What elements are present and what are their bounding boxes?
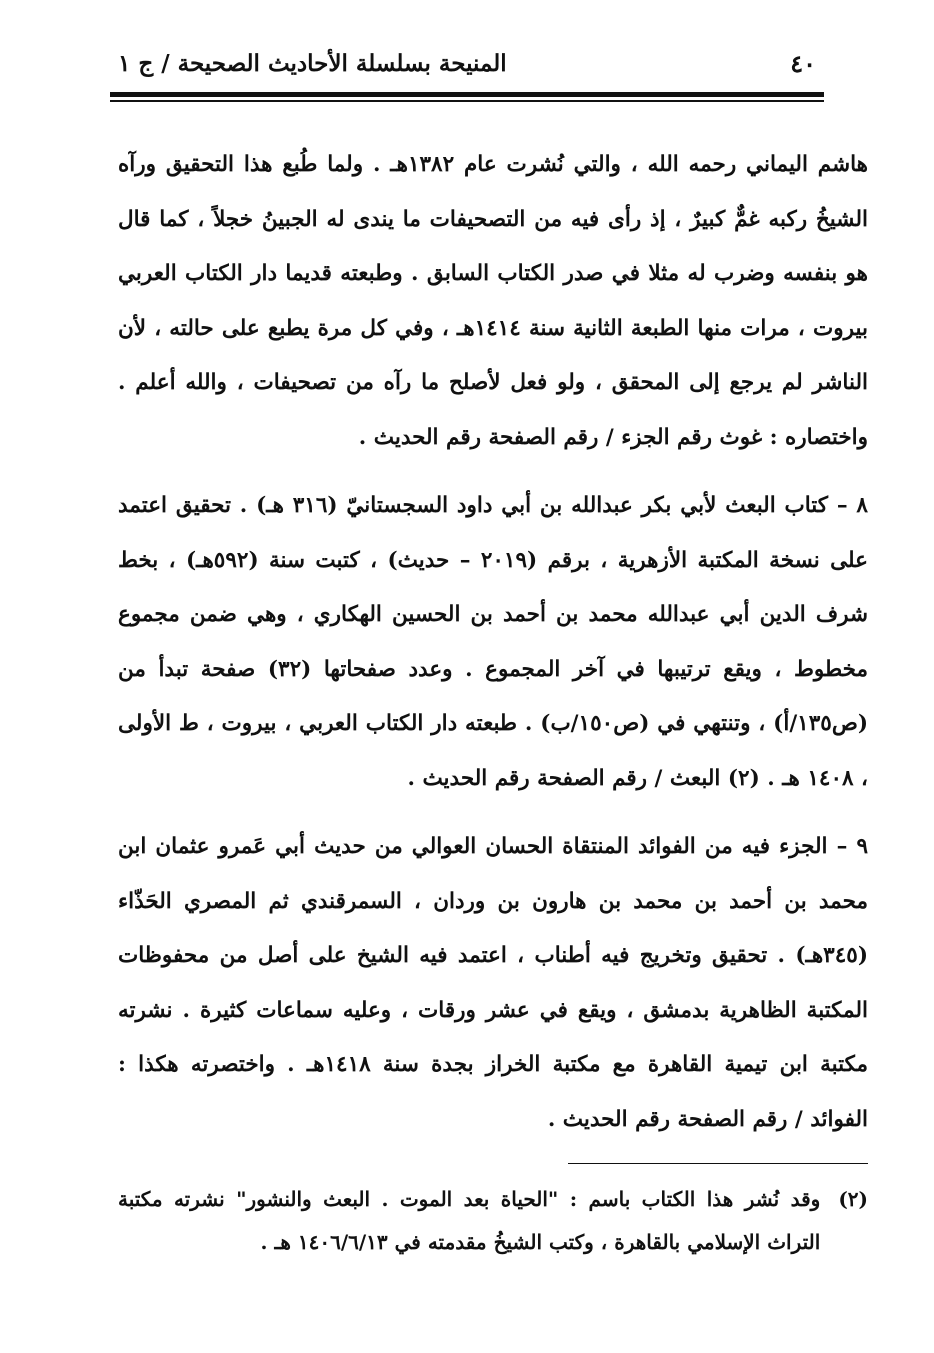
header-rule-thin [110, 100, 824, 102]
footnote-text: وقد نُشر هذا الكتاب باسم : "الحياة بعد الموت . البعث والنشور" نشرته مكتبة التراث الإسلامي بالقاهرة ، وكتب الشيخُ مقدمته في ١٤٠٦/٦/١٣ هـ . [118, 1187, 821, 1254]
footnote [118, 1178, 868, 1264]
page-number: ٤٠ [790, 48, 816, 78]
running-title: المنيحة بسلسلة الأحاديث الصحيحة / ج ١ [118, 49, 507, 77]
page-body [118, 138, 868, 1161]
footnote-separator [568, 1163, 868, 1164]
footnote-marker: (٢) [838, 1187, 868, 1211]
header-rule-thick [110, 92, 824, 97]
body-paragraph: هاشم اليماني رحمه الله ، والتي نُشرت عام ١٣٨٢هـ . ولما طُبع هذا التحقيق ورآه الشيخُ ركبه غمٌّ كبيرٌ ، إذ رأى فيه من التصحيفات ما يندى له الجبينُ خجلاً ، كما قال هو بنفسه وضرب له مثلا في صدر الكتاب السابق . وطبعته قديما دار الكتاب العربي بيروت ، مرات منها الطبعة الثانية سنة ١٤١٤هـ ، وفي كل مرة يطبع على حالته ، لأن الناشر لم يرجع إلى المحقق ، ولو فعل لأصلح ما رآه من تصحيفات ، والله أعلم . واختصاره : غوث رقم الجزء / رقم الصفحة رقم الحديث . [118, 152, 869, 450]
body-paragraph: ٨ – كتاب البعث لأبي بكر عبدالله بن أبي داود السجستانيّ (٣١٦ هـ) . تحقيق اعتمد على نسخة المكتبة الأزهرية ، برقم (٢٠١٩ – حديث) ، كتبت سنة (٥٩٢هـ) ، بخط شرف الدين أبي عبدالله محمد بن أحمد بن الحسين الهكاري ، وهي ضمن مجموع مخطوط ، ويقع ترتيبها في آخر المجموع . وعدد صفحاتها (٣٢) صفحة تبدأ من (ص١٣٥/أ) ، وتنتهي في (ص١٥٠/ب) . طبعته دار الكتاب العربي ، بيروت ، ط الأولى ، ١٤٠٨ هـ . (٢) البعث / رقم الصفحة رقم الحديث . [118, 493, 868, 791]
body-paragraph: ٩ – الجزء فيه من الفوائد المنتقاة الحسان العوالي من حديث أبي عَمرو عثمان ابن محمد بن أحمد بن محمد بن هارون بن وردان ، السمرقندي ثم المصري الحَذّاء (٣٤٥هـ) . تحقيق وتخريج فيه أطناب ، اعتمد فيه الشيخ على أصل من محفوظات المكتبة الظاهرية بدمشق ، ويقع في عشر ورقات ، وعليه سماعات كثيرة . نشرته مكتبة ابن تيمية القاهرة مع مكتبة الخراز بجدة سنة ١٤١٨هـ . واختصرته هكذا : الفوائد / رقم الصفحة رقم الحديث . [118, 834, 868, 1132]
page-header [118, 38, 816, 88]
